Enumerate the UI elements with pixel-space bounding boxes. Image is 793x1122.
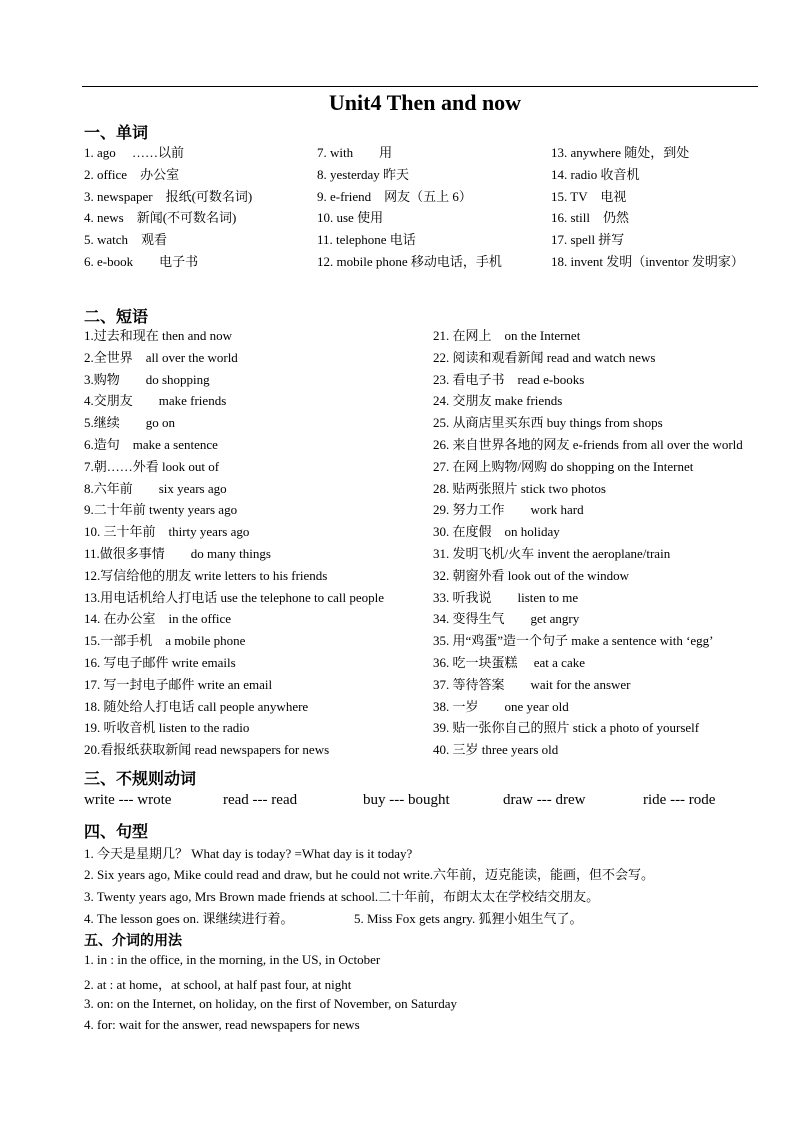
phrase-item: 21. 在网上 on the Internet bbox=[433, 328, 581, 343]
phrase-item: 32. 朝窗外看 look out of the window bbox=[433, 567, 630, 583]
phrase-item: 30. 在度假 on holiday bbox=[433, 524, 560, 540]
top-rule bbox=[82, 86, 758, 87]
phrase-item: 7.朝……外看 look out of bbox=[84, 458, 220, 474]
vocab-item: 5. watch 观看 bbox=[84, 232, 168, 248]
vocab-item: 2. office 办公室 bbox=[84, 166, 180, 182]
phrase-item: 20.看报纸获取新闻 read newspapers for news bbox=[84, 742, 330, 758]
vocab-item: 16. still 仍然 bbox=[551, 210, 630, 226]
section-phrases-heading: 二、短语 bbox=[84, 309, 149, 326]
phrase-item: 34. 变得生气 get angry bbox=[433, 611, 580, 627]
preposition-line: 1. in : in the office, in the morning, in the US, in October bbox=[84, 952, 381, 967]
phrase-item: 9.二十年前 twenty years ago bbox=[84, 502, 238, 518]
sentence-line: 3. Twenty years ago, Mrs Brown made friends at school.二十年前，布朗太太在学校结交朋友。 bbox=[84, 889, 600, 904]
phrase-item: 1.过去和现在 then and now bbox=[84, 328, 233, 343]
sentence-line: 4. The lesson goes on. 课继续进行着。 bbox=[84, 911, 294, 926]
phrase-item: 13.用电话机给人打电话 use the telephone to call people bbox=[84, 589, 385, 605]
phrase-item: 33. 听我说 listen to me bbox=[433, 589, 579, 605]
verb-pair: draw --- drew bbox=[503, 792, 586, 808]
phrases-right-column bbox=[433, 325, 743, 761]
phrase-item: 2.全世界 all over the world bbox=[84, 349, 238, 365]
phrase-item: 24. 交朋友 make friends bbox=[433, 393, 563, 409]
phrase-item: 12.写信给他的朋友 write letters to his friends bbox=[84, 567, 328, 583]
phrase-item: 18. 随处给人打电话 call people anywhere bbox=[84, 698, 309, 714]
phrase-item: 40. 三岁 three years old bbox=[433, 742, 559, 758]
irregular-verbs-row bbox=[0, 792, 793, 814]
preposition-line: 2. at : at home，at school, at half past four, at night bbox=[84, 977, 352, 992]
vocab-item: 18. invent 发明（inventor 发明家） bbox=[551, 253, 744, 269]
vocab-column-1 bbox=[84, 142, 252, 273]
phrase-item: 15.一部手机 a mobile phone bbox=[84, 633, 246, 649]
preposition-line: 3. on: on the Internet, on holiday, on the first of November, on Saturday bbox=[84, 996, 458, 1011]
phrase-item: 16. 写电子邮件 write emails bbox=[84, 654, 236, 670]
phrase-item: 3.购物 do shopping bbox=[84, 371, 210, 387]
phrase-item: 39. 贴一张你自己的照片 stick a photo of yourself bbox=[433, 720, 700, 736]
phrase-item: 28. 贴两张照片 stick two photos bbox=[433, 480, 606, 496]
vocab-item: 7. with 用 bbox=[317, 145, 393, 160]
phrase-item: 8.六年前 six years ago bbox=[84, 480, 227, 496]
vocab-item: 3. newspaper 报纸(可数名词) bbox=[84, 188, 253, 204]
vocab-item: 15. TV 电视 bbox=[551, 188, 627, 204]
phrase-item: 10. 三十年前 thirty years ago bbox=[84, 524, 250, 540]
phrase-item: 11.做很多事情 do many things bbox=[84, 545, 271, 561]
phrase-item: 26. 来自世界各地的网友 e-friends from all over the world bbox=[433, 436, 743, 452]
vocab-column-2 bbox=[317, 142, 502, 273]
section-prepositions-heading: 五、介词的用法 bbox=[84, 934, 182, 949]
phrase-item: 14. 在办公室 in the office bbox=[84, 611, 232, 627]
vocab-item: 9. e-friend 网友（五上 6） bbox=[317, 188, 472, 204]
verb-pair: read --- read bbox=[223, 792, 298, 808]
vocab-item: 6. e-book 电子书 bbox=[84, 253, 199, 269]
vocab-item: 17. spell 拼写 bbox=[551, 232, 625, 248]
phrase-item: 19. 听收音机 listen to the radio bbox=[84, 720, 250, 736]
verb-pair: ride --- rode bbox=[643, 792, 716, 808]
page-title: Unit4 Then and now bbox=[328, 90, 522, 115]
phrase-item: 6.造句 make a sentence bbox=[84, 436, 218, 452]
phrase-item: 4.交朋友 make friends bbox=[84, 393, 227, 409]
vocab-item: 12. mobile phone 移动电话，手机 bbox=[317, 253, 502, 269]
sentence-line: 1. 今天是星期几？ What day is today? =What day is it today? bbox=[84, 846, 413, 861]
vocab-item: 14. radio 收音机 bbox=[551, 166, 640, 182]
phrase-item: 35. 用“鸡蛋”造一个句子 make a sentence with ‘egg’ bbox=[433, 633, 714, 649]
vocab-item: 1. ago ……以前 bbox=[84, 145, 185, 160]
sentence-line: 5. Miss Fox gets angry. 狐狸小姐生气了。 bbox=[354, 911, 583, 926]
verb-pair: buy --- bought bbox=[363, 792, 450, 808]
sentence-line: 2. Six years ago, Mike could read and draw, but he could not write.六年前，迈克能读，能画，但不会写。 bbox=[84, 867, 654, 882]
vocab-item: 13. anywhere 随处，到处 bbox=[551, 145, 690, 160]
phrase-item: 31. 发明飞机/火车 invent the aeroplane/train bbox=[433, 545, 671, 561]
phrase-item: 36. 吃一块蛋糕 eat a cake bbox=[433, 654, 585, 670]
vocab-item: 4. news 新闻(不可数名词) bbox=[84, 210, 237, 226]
vocab-item: 8. yesterday 昨天 bbox=[317, 166, 410, 182]
phrases-left-column bbox=[84, 325, 384, 761]
vocab-item: 10. use 使用 bbox=[317, 210, 384, 226]
phrase-item: 17. 写一封电子邮件 write an email bbox=[84, 676, 273, 692]
phrase-item: 5.继续 go on bbox=[84, 415, 176, 431]
verb-pair: write --- wrote bbox=[84, 792, 172, 808]
section-words-heading: 一、单词 bbox=[84, 125, 149, 142]
preposition-line: 4. for: wait for the answer, read newspapers for news bbox=[84, 1017, 360, 1032]
phrase-item: 29. 努力工作 work hard bbox=[433, 502, 584, 518]
vocab-item: 11. telephone 电话 bbox=[317, 232, 416, 248]
phrase-item: 38. 一岁 one year old bbox=[433, 698, 569, 714]
section-sentences-heading: 四、句型 bbox=[84, 824, 149, 841]
phrase-item: 22. 阅读和观看新闻 read and watch news bbox=[433, 349, 656, 365]
vocab-column-3 bbox=[551, 142, 744, 273]
section-irregular-heading: 三、不规则动词 bbox=[84, 771, 197, 788]
phrase-item: 25. 从商店里买东西 buy things from shops bbox=[433, 415, 663, 431]
phrase-item: 37. 等待答案 wait for the answer bbox=[433, 676, 631, 692]
phrase-item: 23. 看电子书 read e-books bbox=[433, 371, 585, 387]
phrase-item: 27. 在网上购物/网购 do shopping on the Internet bbox=[433, 458, 694, 474]
